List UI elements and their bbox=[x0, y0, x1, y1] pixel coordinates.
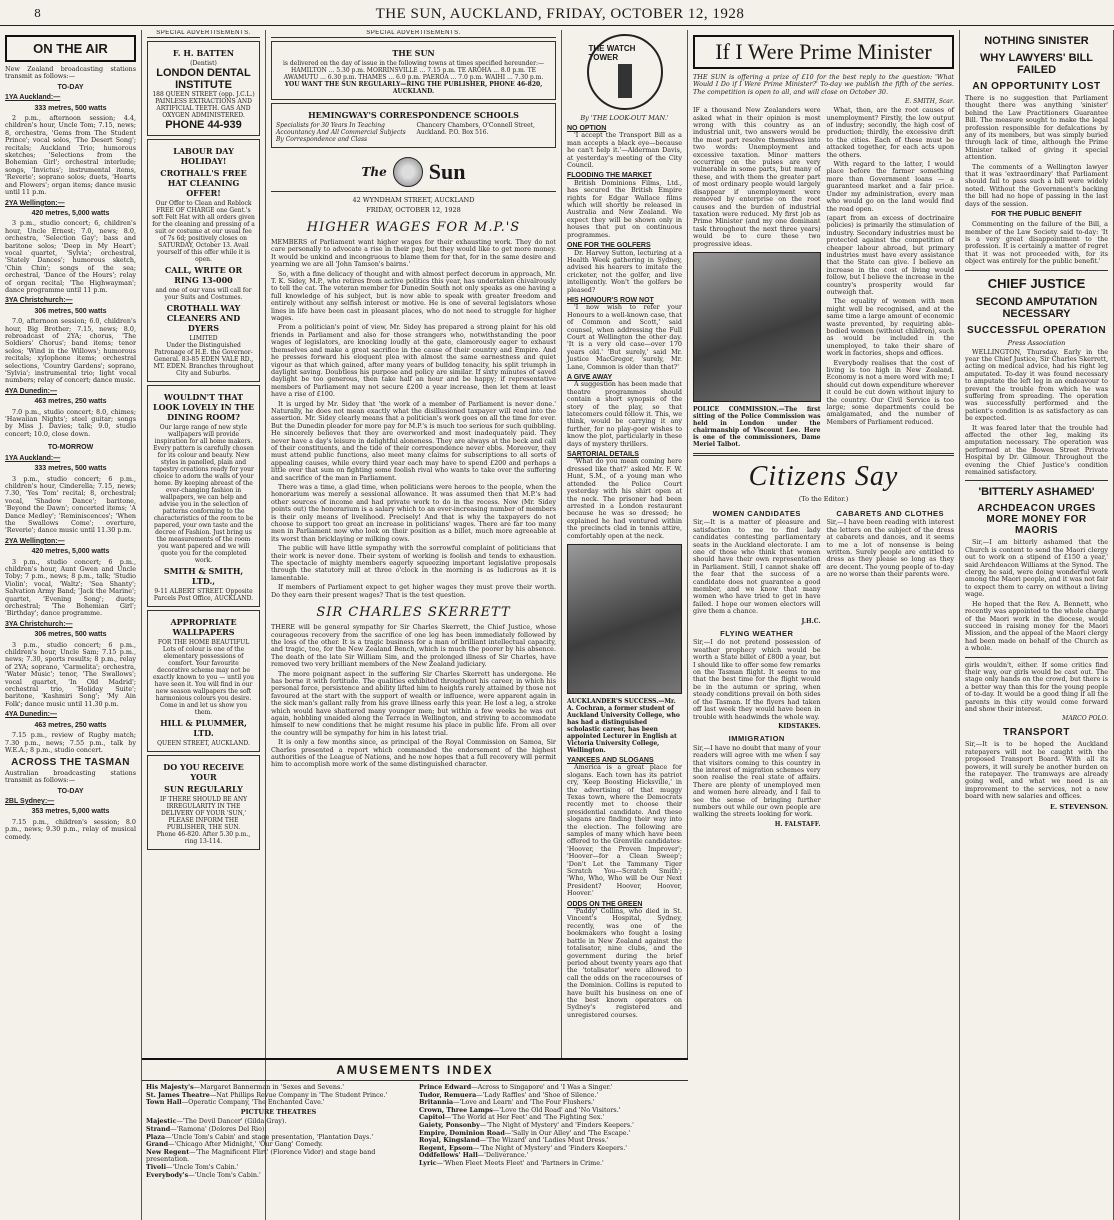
venue-bill: —'The World at Her Feet' and 'The Fighting Sex.' bbox=[444, 1113, 605, 1122]
venue-name: Gaiety, Ponsonby bbox=[419, 1120, 480, 1129]
editorial-paragraph: The public will have little sympathy with the sorrowful complaint of politicians that their work is never done. Their system of working is foolish and tends to exhaustion. The spectacle of mighty members eagerly squeezing important legislative proposals through the statutory mill at three o'clock in the morning is as ludicrous as it is lamentable. bbox=[271, 544, 556, 582]
amusement-entry bbox=[146, 1109, 411, 1117]
press-association: Press Association bbox=[1007, 338, 1066, 347]
venue-bill: —'The Wizard' and 'Ladies Must Dress.' bbox=[479, 1136, 609, 1145]
venue-bill: —'Ramona' (Dolores Del Rio). bbox=[170, 1124, 267, 1133]
letter-signature: MARCO POLO. bbox=[1062, 715, 1108, 723]
letter-signature: E. STEVENSON. bbox=[1049, 802, 1108, 811]
amusements-column bbox=[146, 1084, 411, 1179]
ad-name: HILL & PLUMMER, LTD. bbox=[160, 718, 247, 738]
venue-bill: —'Love the Old Road' and 'No Visitors.' bbox=[492, 1105, 621, 1114]
item-text: Dr. Harvey Sutton, lecturing at a Health Week gathering in Sydney, advised his hearers to imitate the cricketer, not the golfer, and live intelligently. Won't the golfers be pleased? bbox=[567, 248, 682, 294]
ad-name: F. H. BATTEN bbox=[172, 48, 235, 58]
today-heading: TO-DAY bbox=[57, 787, 84, 795]
watch-tower-byline: By 'THE LOOK-OUT MAN.' bbox=[580, 114, 669, 122]
today-heading: TO-DAY bbox=[57, 83, 84, 91]
station-power: 420 metres, 5,000 watts bbox=[31, 548, 110, 556]
ad-name: CROTHALL WAY CLEANERS AND DYERS bbox=[166, 303, 241, 333]
special-ads-label: SPECIAL ADVERTISEMENTS. bbox=[271, 30, 556, 38]
amusements-heading: AMUSEMENTS INDEX bbox=[142, 1060, 688, 1081]
ad-heading: APPROPRIATE WALLPAPERS bbox=[170, 617, 237, 637]
item-text: 'Paddy' Collins, who died in St. Vincent's Hospital, Sydney, recently, was one of the bookmakers who fought a losing battle in New Zealand against the totalisator, nine clubs, and the government during the brief period about twenty years ago that the 'totalisator' were allowed to call the odds on the racecourses of the Dominion. Collins is reputed to have built his business on one of the best known operators on Sydney's registered and unregistered courses. bbox=[567, 907, 682, 1019]
amusement-entry bbox=[146, 1099, 411, 1107]
venue-bill: —Across to Singapore' and 'I Was a Singer.' bbox=[471, 1083, 613, 1091]
venue-name: New Regent bbox=[146, 1147, 190, 1156]
news-subheading: FOR THE PUBLIC BENEFIT bbox=[991, 211, 1082, 219]
smith-ad bbox=[147, 385, 260, 607]
radio-intro: New Zealand broadcasting stations transmit as follows:— bbox=[5, 65, 136, 81]
on-the-air-heading: ON THE AIR bbox=[5, 35, 136, 62]
ad-line: INSTITUTE bbox=[175, 79, 232, 91]
photo-caption: POLICE COMMISSION.—The first sitting of the Police Commission was held in London under the chairmanship of Viscount Lee. Here is one of the commissioners, Dame Meriel Talbot. bbox=[693, 405, 821, 448]
editorial-heading: HIGHER WAGES FOR M.P.'S bbox=[306, 220, 521, 235]
letter-heading: CABARETS AND CLOTHES bbox=[836, 508, 945, 518]
column-ads bbox=[142, 30, 266, 1220]
ad-sub: FOR THE HOME BEAUTIFUL bbox=[157, 639, 250, 646]
venue-name: Everybody's bbox=[146, 1170, 189, 1179]
crothall-ad bbox=[147, 139, 260, 382]
editorial-date: FRIDAY, OCTOBER 12, 1928 bbox=[366, 206, 461, 214]
item-heading: NO OPTION bbox=[567, 125, 607, 132]
station-programme: 7.15 p.m., review of Rugby match; 7.30 p.m., news; 7.55 p.m., talk by W.E.A.; 8 p.m., studio concert. bbox=[5, 731, 136, 754]
station-power: 420 metres, 5,000 watts bbox=[31, 209, 110, 217]
box-want: YOU WANT THE SUN REGULARLY—RING THE PUBLISHER, PHONE 46-820, AUCKLAND. bbox=[284, 81, 543, 95]
venue-name: Strand bbox=[146, 1124, 171, 1133]
venue-name: PICTURE THEATRES bbox=[240, 1107, 317, 1116]
venue-name: His Majesty's bbox=[146, 1083, 194, 1091]
amusement-entry bbox=[419, 1160, 684, 1168]
box-text: is delivered on the day of issue in the following towns at times specified hereunder:— bbox=[283, 60, 544, 67]
ad-heading: CROTHALL'S FREE HAT CLEANING OFFER! bbox=[160, 168, 247, 198]
station-programme: 3 p.m., studio concert; 6 p.m., children's hour, Cinderella; 7.15, news; 7.30, 'Yes Tom' recital; 8, orchestral; vocal, 'Shadow Dance'; baritone, 'Beyond the Dawn'; concerted items; 'A Dance Medley'; 'Reminiscences'; 'When the Swallows Come'; overture, 'Reverie'; dance music until 11.30 p.m. bbox=[5, 474, 136, 535]
pm-paragraph: The equality of women with men might well be recognised, and at the same time a large amount of economic waste prevented, by requiring able-bodied women (without children), such as would be included in the unemployed, to take their share of work in factories, shops and offices. bbox=[826, 297, 954, 358]
item-heading: FLOODING THE MARKET bbox=[567, 172, 652, 180]
item-text: British Dominions Films, Ltd., has secured the British Empire rights for Edgar Wallace films which will shortly be released in Australia and New Zealand. We expect they will be shown only in houses that put on continuous programmes. bbox=[567, 178, 682, 239]
venue-bill: —Margaret Bannerman in 'Sexes and Sevens.' bbox=[193, 1083, 345, 1091]
venue-bill: —'The Night of Mystery' and 'Finders Keepers.' bbox=[479, 1120, 634, 1129]
ad-call: CALL, WRITE OR RING 13-000 bbox=[164, 265, 243, 285]
skerrett-heading: SIR CHARLES SKERRETT bbox=[316, 605, 511, 621]
venue-name: Royal, Kingsland bbox=[419, 1136, 480, 1145]
news-text: It was feared later that the trouble had affected the other leg, making its amputation necessary. The operation was performed at the Bowen Street Private Hospital by Dr. Gilmour. Throughout the evening the Chief Justice's condition remained satisfactory. bbox=[965, 423, 1108, 477]
item-text: 'I now wish to refer your Honours to a well-known case, that of Common and Scott,' said counsel, when addressing the Full Court at Wellington the other day. 'It is a very old case—over 170 years old.' 'But surely,' said Mr. Justice MacGregor, 'surely, Mr. Lane, Common is older than that?' bbox=[567, 303, 682, 371]
ad-heading: WOULDN'T THAT LOOK LOVELY IN THE DINING ROOM? bbox=[152, 392, 255, 422]
station-name: 4YA Dunedin:— bbox=[5, 387, 57, 395]
station-name: 2YA Wellington:— bbox=[5, 199, 65, 207]
amusement-entry bbox=[146, 1149, 411, 1164]
ad-address: Chancery Chambers, O'Connell Street, Auckland. P.O. Box 516. bbox=[416, 122, 535, 136]
editorial-paragraph: So, with a fine delicacy of thought and with almost perfect decorum in approach, Mr. T. K. Sidey, M.P., who retires from active politics this year, has undertaken chivalrously to tell the cat. The veteran member for Dunedin South not only speaks as one having a full knowledge of his subject, but is now able to speak with greater freedom and entirely without any selfish interest or motive. He is one of several legislators whose lines in life have been cast in pleasant places, who do not need to struggle for higher wages. bbox=[271, 269, 556, 323]
box-towns: HAMILTON ... 5.30 p.m. MORRINSVILLE ... 7.15 p.m. TE AROHA ... 8.0 p.m. TE AWAMUTU ... 6.30 p.m. THAMES ... 6.0 p.m. PAEROA ... 7.0 p.m. WAIHI ... 7.30 p.m. bbox=[283, 67, 544, 81]
news-heading: SECOND AMPUTATION NECESSARY bbox=[975, 295, 1098, 320]
amusements-index bbox=[142, 1058, 688, 1182]
venue-bill: —'Sally in Our Alley' and 'The Escape.' bbox=[504, 1128, 631, 1137]
station-power: 463 metres, 250 watts bbox=[34, 398, 107, 406]
letter-heading: IMMIGRATION bbox=[728, 734, 785, 744]
venue-name: Empire, Dominion Road bbox=[419, 1128, 505, 1137]
item-heading: HIS HONOUR'S ROW NOT bbox=[567, 296, 654, 304]
item-text: 'I accept the Transport Bill as a man accepts a black eye—because he can't help it.'—Alderman Davis, at yesterday's meeting of the City Council. bbox=[567, 131, 682, 170]
ad-name: SMITH & SMITH, LTD., bbox=[163, 566, 244, 586]
station-name: 1YA Auckland:— bbox=[5, 454, 61, 462]
venue-name: Tivoli bbox=[146, 1162, 167, 1171]
station-power: 353 metres, 5,000 watts bbox=[31, 808, 110, 816]
coat-of-arms-icon bbox=[393, 157, 423, 187]
ad-text: Our large range of new style wallpapers will provide inspiration for all home makers. Every pattern is carefully chosen for its colour and beauty. New styles in panelled, plain and tapestry creations ready for your choice to adorn the walls of your home. By keeping abreast of the ever-changing fashion in wallpapers, we can help and advise you in the selection of patterns conforming to the characteristics of the room to be papered, your own taste and the decree of Fashion. Just bring us the measurements of the room you want papered and we will quote you for the completed work. bbox=[153, 424, 254, 564]
venue-bill: —'Uncle Tom's Cabin' and stage presentation, 'Plantation Days.' bbox=[165, 1132, 374, 1141]
editorial-paragraph: From a politician's point of view, Mr. Sidey has prepared a strong plaint for his old friends in Parliament and also for those strangers who, notwithstanding the poor wages of legislators, are knocking loudly at the gate, clamorously eager to exhaust themselves and make a great sacrifice in the cause of their country and Empire. And he presses forward his eloquent plea with almost the same earnestness and quiet vigour as that which gained, after many years of bulldog tenacity, his split triumph in daylight saving. Doubtless his purpose and policy are similar. If sixty minutes of saved daylight be too generous, then take half an hour and be happy; if representative members of Parliament may not secure £200 a year increase, then let them at least have a rise of £100. bbox=[271, 323, 556, 399]
news-heading: 'BITTERLY ASHAMED' bbox=[978, 486, 1095, 499]
venue-name: Crown, Three Lamps bbox=[419, 1105, 493, 1114]
item-heading: YANKEES AND SLOGANS bbox=[567, 756, 654, 764]
letter-signature: J.H.C. bbox=[801, 617, 821, 625]
venue-name: Plaza bbox=[146, 1132, 166, 1141]
venue-bill: —'The Night of Mystery' and 'Finders Keepers.' bbox=[472, 1143, 627, 1152]
letter-signature: KIDSTAKES. bbox=[778, 722, 821, 730]
item-text: 'What do you mean coming here dressed like that?' asked Mr. F. W. Hunt, S.M., of a young man who attended the Police Court yesterday with his shirt open at the neck. The prisoner had been arrested in a London restaurant because he was so dressed; he explained he had ventured within the precincts clad in tennis attire, comfortably open at the neck. bbox=[567, 457, 682, 540]
ad-phone: Phone 46-820. After 5.30 p.m., ring 13-114. bbox=[156, 831, 251, 845]
item-text: America is a great place for slogans. Each town has its patriot cry, 'Keep Boosting Hicksville,' in the advertising of that muggy Texas town, where the Democrats recently met to choose their presidential candidate. And these slogans are finding their way into the election. The following are samples of many which have been offered to the Grenville candidates: 'Hoover, the Proven Improver'; 'Hoover—for a Clean Sweep'; 'Don't Let the Tammany Tiger Scratch You—Scratch Smith'; 'Who, Who, Who will be Our Next President? Hoover, Hoover, Hoover.' bbox=[567, 763, 683, 898]
station-programme: 2 p.m., afternoon session; 4.4, children's hour, Uncle Tom; 7.15, news; 8, orchestra, 'Gems from The Student Prince'; vocal solos, 'The Desert Song'; recitals; Auckland Trio; humorous sketches; 'Selections from the Bohemian Girl'; orchestral interlude; songs, 'Invictus'; instrumental items, 'Reverie'; soprano solos; duets, 'Hearts and Flowers'; organ items; dance music until 11 p.m. bbox=[5, 114, 136, 197]
logo-the: The bbox=[361, 164, 387, 179]
venue-bill: —'Uncle Tom's Cabin.' bbox=[166, 1162, 239, 1171]
letter-heading: WOMEN CANDIDATES bbox=[712, 508, 801, 518]
venue-name: Prince Edward bbox=[419, 1083, 472, 1091]
column-news bbox=[960, 30, 1114, 1220]
prime-minister-heading: If I Were Prime Minister bbox=[693, 35, 954, 69]
station-programme: 3 p.m., studio concert; 6 p.m., children's hour, Uncle Sam; 7.15 p.m., news; 7.30, sports results; 8 p.m., relay of 2YA; soprano, 'Carmelita'; orchestra, 'Water Music'; tenor, 'The Swallows'; vocal quartet, 'In Old Madrid'; orchestral trio, 'Holiday Suite'; baritone, 'Kashmiri Song'; 'My Ain Folk'; dance music until 11.30 p.m. bbox=[5, 640, 136, 708]
news-text: There is no suggestion that Parliament thought there was anything 'sinister' behind the Law Practitioners Guarantee Bill. The measure sought to make the legal profession responsible for defalcations by any of its members, but was simply buried through lack of time, although the Prime Minister talked of giving it special attention. bbox=[965, 94, 1108, 162]
news-subheading: ARCHDEACON URGES MORE MONEY FOR MAORIS bbox=[977, 503, 1096, 537]
item-text: A suggestion has been made that theatre programmes should contain a short synopsis of the story of the play, so that latecomers could follow it. This, we think, would be carrying it any further, for no play-goer wishes to know the plot, particularly in these days of mystery thrillers. bbox=[567, 380, 682, 448]
ad-address: Under the Distinguished Patronage of H.E. the Governor-General. 83-85 EDEN VALE RD., MT. EDEN. Branches throughout City and Suburbs. bbox=[153, 342, 254, 377]
editorial-paragraph: It is urged by Mr. Sidey that 'the work of a member of Parliament is never done.' Naturally, he does not mean exactly what the disillusioned taxpayer will read into the assertion. Mr. Sidey clearly means that a politician's work goes on all the time for ever. But the Dunedin pleader for more pay for M.P.'s is much too serious for such quibbling. He sincerely believes that they are overworked and most inadequately paid. They never have a day's leisure in delightful aloneness. They are always at the beck and call of their constituents, and the tide of their correspondence never ebbs. Moreover, they must attend public functions, also meet many claims for subscriptions to all sorts of appealing causes, while every third year each may have to spend £200 and perhaps a little over that sum on fighting some foolish rival who wants to take over the suffering and sacrifice of the man in Parliament. bbox=[271, 399, 556, 482]
amusements-column bbox=[419, 1084, 684, 1179]
station-name: 2BL Sydney:— bbox=[5, 797, 55, 805]
ad-sub: LIMITED bbox=[189, 335, 218, 342]
letter-text: Sir,—I have no doubt that many of your readers will agree with me when I say that visitors coming to this country in the interest of migration schemes very soon realise the real state of affairs. There are plenty of unemployed men and women here already, and I fail to see the sense of bringing further numbers out while our own people are walking the streets looking for work. bbox=[693, 743, 821, 819]
ad-text: Specialists for 30 Years In Teaching Accountancy And All Commercial Subjects By Correspondence and Class bbox=[276, 122, 406, 143]
venue-name: Oddfellows' Hall bbox=[419, 1151, 478, 1160]
ad-phone: PHONE 44-939 bbox=[165, 119, 242, 131]
tomorrow-heading: TO-MORROW bbox=[47, 444, 94, 452]
pm-intro: THE SUN is offering a prize of £10 for the best reply to the question: 'What Would I Do if I Were Prime Minister?' To-day we publish the fifth of the series. The competition is open to all, and will close on October 30. bbox=[693, 73, 954, 96]
station-power: 463 metres, 250 watts bbox=[34, 721, 107, 729]
ad-text: IF THERE SHOULD BE ANY IRREGULARITY IN THE DELIVERY OF YOUR 'SUN,' PLEASE INFORM THE PUBLISHER, THE SUN. bbox=[159, 796, 248, 831]
station-programme: 3 p.m., studio concert; 6 p.m., children's hour, Aunt Gwen and Uncle Toby; 7 p.m., news; 8 p.m., talk; 'Studio Violin'; vocal, 'Waltz'; 'Sea Shanty'; Salvation Army Band; 'Jack the Marine'; quartet, 'Evening Song'; duets; orchestral; 'The Bohemian Girl'; 'Birthday'; dance programme. bbox=[5, 557, 136, 618]
ad-heading: HEMINGWAY'S CORRESPONDENCE SCHOOLS bbox=[308, 110, 519, 120]
dental-ad bbox=[147, 41, 260, 136]
editorial-paragraph: If members of Parliament expect to get higher wages they must prove their worth. Do they earn their present wages? That is the test question. bbox=[271, 583, 556, 599]
venue-bill: —'Deliverance.' bbox=[477, 1151, 529, 1160]
editorial-paragraph: The more poignant aspect in the suffering Sir Charles Skerrett has undergone. He has borne it with fortitude. The qualities exhibited throughout his career, in which his personal force, persistence and ability lifted him to heights rarely attained by those not favoured at the start with the support of wealth or influence, were apparent again in the sick man's gallant rally from his grave illness early this year. He lost a leg, a stroke which would have shattered many younger men; but within a few weeks he was out again, hobbling unaided along the Terrace in Wellington, and striving to accommodate himself to new conditions that he might resume his place in public life. From all over the country will be sympathy for him in his latest trial. bbox=[271, 669, 556, 737]
news-heading: WHY LAWYERS' BILL FAILED bbox=[979, 52, 1094, 76]
sun-delivery-box bbox=[271, 41, 556, 100]
tasman-intro: Australian broadcasting stations transmit as follows:— bbox=[5, 768, 136, 785]
venue-bill: —'Chicago After Midnight,' 'Our Gang' Comedy. bbox=[168, 1140, 323, 1149]
hill-plummer-ad bbox=[147, 610, 260, 752]
tasman-heading: ACROSS THE TASMAN bbox=[11, 757, 130, 769]
venue-bill: —Operatic Company, 'The Enchanted Cave.' bbox=[181, 1098, 325, 1107]
station-power: 333 metres, 500 watts bbox=[34, 465, 107, 473]
station-name: 1YA Auckland:— bbox=[5, 94, 61, 102]
item-heading: A GIVE AWAY bbox=[567, 374, 613, 381]
station-name: 3YA Christchurch:— bbox=[5, 620, 73, 628]
masthead bbox=[0, 0, 1114, 26]
venue-name: Britannia bbox=[419, 1098, 454, 1107]
venue-bill: —'Lady Raffles' and 'Shoe of Silence.' bbox=[476, 1090, 599, 1099]
tower-icon bbox=[618, 64, 632, 98]
news-text: WELLINGTON, Thursday. Early in the year the Chief Justice, Sir Charles Skerrett, acting on medical advice, had his right leg amputated. To-day it was found necessary to amputate the left leg in an endeavour to prevent the trouble from which he was suffering from spreading. The operation was successfully performed and the patient's condition is as satisfactory as can be expected. bbox=[965, 347, 1108, 423]
item-heading: SARTORIAL DETAILS bbox=[567, 451, 639, 459]
pm-paragraph: Everybody realises that the cost of living is too high in New Zealand. Economy is not a mere word with me; I should cut down expenditure wherever it could be cut down without injury to the country. Our Civil Service is too large; some departments could be amalgamated, and the number of Members of Parliament reduced. bbox=[826, 358, 955, 426]
pm-paragraph: (apart from an excess of doctrinaire policies) is primarily the stimulation of industry. Secondary industries must be protected against the competition of cheaper labour abroad, but primary industries must have every assistance that the State can give. I believe an increase in the cost of living would follow, but I believe the increase in the country's prosperity would far outweigh that. bbox=[826, 213, 954, 296]
venue-bill: —'Love and Learn' and 'The Four Flushers.' bbox=[453, 1098, 595, 1107]
letter-signature: H. FALSTAFF. bbox=[774, 820, 821, 828]
ad-address: 9-11 ALBERT STREET. Opposite Parcels Post Office, AUCKLAND. bbox=[153, 588, 254, 602]
pm-paragraph: IF a thousand New Zealanders were asked what in their opinion is most wrong with this country as an industrial unit, two answers would be the most part resolve themselves into two words: Unemployment and excessive taxation. Minor matters occurring on the pulses are very vulnerable in some parts, but many of these, and with them the greater part of most ordinary people would largely disappear if unemployment were removed by enterprise on the root causes and the burden of industrial taxation were reduced. My first job as Prime Minister (and my one dominant task throughout the next three years) would be to cure these two progressive ideas. bbox=[693, 106, 821, 248]
editorial-paragraph: THERE will be general sympathy for Sir Charles Skerrett, the Chief Justice, whose courageous recovery from the sacrifice of one leg has been immediately followed by the loss of the other. It is a tragic business for a man of brilliant intellectual capacity, and tragic, too, for the New Zealand Bench, which is much the poorer by his absence. The death of the late Sir William Sim, and the prolonged illness of Sir Charles, have removed two very brilliant members of the New Zealand judiciary. bbox=[271, 623, 556, 669]
column-prime-minister bbox=[688, 30, 960, 1220]
ad-text: Our Offer to Clean and Reblock FREE OF CHARGE one Gent.'s soft Felt Hat with all orders given for the cleaning and pressing of a suit or costume at our usual fee of 7s 6d; positively closes on SATURDAY, October 13. Avail yourself of this offer while it is open. bbox=[152, 200, 255, 263]
news-subheading: AN OPPORTUNITY LOST bbox=[972, 81, 1101, 92]
pm-paragraph: What, then, are the root causes of unemployment? Firstly, the low output of industry; secondly, the high cost of production; thirdly, the excessive drift to the cities. Each of these must be attacked together, for each acts upon the others. bbox=[826, 106, 954, 159]
logo-address: 42 WYNDHAM STREET, AUCKLAND bbox=[352, 196, 475, 204]
letter-text: Sir,—It is a matter of pleasure and satisfaction to me to find lady candidates contesting parliamentary seats in the Auckland electorate. I am one of those who think that women should have their own representation in Parliament. Still, I cannot shake off the fear that the success of a candidate does not guarantee a good member, and we know that many women who have tried to get in have failed. I hope our women electors will give them a chance. bbox=[693, 518, 821, 616]
station-programme: 3 p.m., studio concert; 6, children's hour, Uncle Ernest; 7.0, news; 8.0, orchestra, 'Selection Gay'; bass and baritone solos; 'Deep in My Heart'; vocal quartet, 'Sylvia'; orchestral, 'Stately Dances'; humorous sketch, 'Chin Chin'; songs of the sea; orchestral, 'Dance of the Hours'; relay of organ recital; 'The Highwayman'; dance programme until 11 p.m. bbox=[5, 219, 136, 294]
station-name: 4YA Dunedin:— bbox=[5, 711, 57, 719]
venue-name: Regent, Epsom bbox=[419, 1143, 473, 1152]
column-editorial bbox=[266, 30, 562, 1058]
ad-heading: DO YOU RECEIVE YOUR bbox=[163, 762, 244, 782]
venue-name: Majestic bbox=[146, 1117, 177, 1126]
venue-name: Capitol bbox=[419, 1113, 445, 1122]
box-title: THE SUN bbox=[392, 48, 435, 58]
news-text: girls wouldn't, either. If some critics find their way, our girls would be cast out. The stage only hands on the crowd, but there is a better way than this for the young people of to-day. It would be a good thing if all the parents in this city would come forward and show their interest. bbox=[965, 660, 1108, 713]
station-name: 3YA Christchurch:— bbox=[5, 297, 73, 305]
column-watch-tower bbox=[562, 30, 688, 1058]
editorial-paragraph: There was a time, a glad time, when politicians were heroes to the people, when the honorarium was merely a sessional allowance. It was assumed then that M.P.'s had other sources of income and had private work to do in the recess. Now (Mr. Sidey points out) the honorarium is a salary which to an ever-increasing number of members is their only means of livelihood. Precisely! And that is why the taxpayers do not choose to support too great an increase in politicians' wages. There are far too many men in Parliament now who look on their position as a billet, much more agreeable at its worst than bricklaying or milking cows. bbox=[271, 483, 556, 543]
editorial-paragraph: It is only a few months since, as principal of the Royal Commission on Samoa, Sir Charles presented a report which commanded the endorsement of the highest authorities of the League of Nations, and he now hopes that a full recovery will permit him to accomplish more work of the same distinguished character. bbox=[271, 738, 556, 769]
ad-text: and one of our vans will call for your Suits and Costumes. bbox=[155, 287, 252, 301]
ad-line: LONDON DENTAL bbox=[156, 67, 251, 79]
station-name: 2YA Wellington:— bbox=[5, 537, 65, 545]
watch-tower-logo bbox=[567, 30, 682, 114]
ad-heading: SUN REGULARLY bbox=[164, 784, 243, 794]
page-number: 8 bbox=[34, 7, 41, 20]
citizens-say-sub: (To the Editor.) bbox=[798, 494, 849, 503]
letter-text: Sir,—I do not pretend possession of weather prophecy which would be worth a State billet of £800 a year, but I should like to offer some few remarks on the Tasman flight. It seems to me that the best time for the flight would be in the autumn or spring, when steady conditions prevail on both sides of the Tasman. If the flyers had taken off last week they would have been in trouble with headwinds the whole way. bbox=[693, 638, 821, 721]
venue-bill: —'When Fleet Meets Fleet' and 'Partners in Crime.' bbox=[436, 1158, 604, 1167]
news-heading: CHIEF JUSTICE bbox=[987, 275, 1086, 291]
delivery-ad bbox=[147, 755, 260, 850]
news-subheading: TRANSPORT bbox=[1003, 727, 1070, 739]
hemingway-ad bbox=[271, 103, 556, 148]
venue-bill: —'Uncle Tom's Cabin.' bbox=[188, 1170, 261, 1179]
item-heading: ODDS ON THE GREEN bbox=[567, 900, 643, 908]
sun-logo bbox=[271, 152, 556, 192]
editorial-paragraph: MEMBERS of Parliament want higher wages for their exhausting work. They do not care personally to advocate a rise in their pay, but they would like to get more money. It would be unkind and incongruous to blame them for that, for in the same desire and yearning we are all 'John Tamson's bairns.' bbox=[271, 238, 556, 269]
news-text: He hoped that the Rev. A. Bennett, who recently was appointed to the whole charge of the Maori work in the diocese, would succeed in raising money for the Maori Mission, and the appeal of the Maori clergy had been made on behalf of the Church as a whole. bbox=[965, 599, 1108, 653]
news-text: The comments of a Wellington lawyer that it was 'extraordinary' that Parliament should fail to pass such a bill were widely noted. Without the Government's backing the bill had no hope of passing in the last days of the session. bbox=[965, 162, 1108, 208]
citizens-say-heading: Citizens Say bbox=[748, 460, 899, 492]
portrait-photo bbox=[567, 544, 682, 694]
item-heading: ONE FOR THE GOLFERS bbox=[567, 242, 651, 250]
station-programme: 7.0, afternoon session; 6.0, children's hour, Big Brother; 7.15, news; 8.0, rebroadcast of 2YA; chorus, 'The Soldiers' Chorus'; band items; tenor solos; 'Wind in the Willows'; humorous recitals; xylophone items; orchestral selections, 'Country Gardens'; soprano, 'Sylvia'; instrumental trio; light vocal numbers; relay of concert; dance music. bbox=[5, 317, 136, 385]
venue-bill: —'The Devil Dancer' (Gilda Gray). bbox=[176, 1117, 287, 1126]
venue-name: Grand bbox=[146, 1140, 169, 1149]
ad-text: Lots of colour is one of the elementary possessions of comfort. Your favourite decorative scheme may not be exactly known to you — until you have seen it. You will find in our new season wallpapers the soft harmonious colours you desire. Come in and let us show you them. bbox=[153, 646, 254, 716]
watch-tower-title: THE WATCH TOWER bbox=[588, 44, 636, 62]
letter-heading: FLYING WEATHER bbox=[720, 629, 794, 639]
pm-paragraph: With regard to the latter, I would place before the farmer something more than Government loans — a guaranteed market and a fair price. Under my administration, every man who would go on the land would find the road open. bbox=[826, 160, 954, 213]
ad-sub: (Dentist) bbox=[190, 60, 217, 67]
news-text: Commenting on the failure of the Bill, a member of the Law Society said to-day: 'It is a very great disappointment to the profession. It is certainly a matter of regret that it was not proceeded with, for its object was entirely for the public benefit.' bbox=[965, 220, 1108, 266]
ad-address: 188 QUEEN STREET (opp. J.C.L.) PAINLESS EXTRACTIONS AND ARTIFICIAL TEETH. GAS AND OXYGEN ADMINISTERED. bbox=[152, 91, 255, 119]
station-programme: 7.0 p.m., studio concert; 8.0, chimes; 'Hawaiian Nights'; steel guitar; songs by Miss J. Davies; talk; 9.0, studio concert; 10.0, close down. bbox=[5, 407, 136, 438]
letter-text: Sir,—I have been reading with interest the letters on the subject of the dress at cabarets and dances, and it seems to me a lot of nonsense is being written. Surely people are entitled to dress as they please so long as they are decent. The young people of to-day are no worse than their parents were. bbox=[826, 518, 954, 579]
venue-name: Tudor, Remuera bbox=[419, 1090, 477, 1099]
news-text: Sir,—It is to be hoped the Auckland ratepayers will not be caught with the proposed Transport Board. With all its powers, it will surely be another burden on the ratepayer. The tramways are already going well, and what we need is an improvement to the services, not a new board with new salaries and offices. bbox=[965, 740, 1108, 801]
venue-name: Town Hall bbox=[146, 1098, 182, 1107]
masthead-title: THE SUN, AUCKLAND, FRIDAY, OCTOBER 12, 1928 bbox=[375, 6, 745, 22]
news-subheading: SUCCESSFUL OPERATION bbox=[966, 324, 1107, 336]
special-ads-label: SPECIAL ADVERTISEMENTS. bbox=[147, 30, 260, 38]
venue-name: Lyric bbox=[419, 1158, 437, 1167]
news-text: Sir,—I am bitterly ashamed that the Church is content to send the Maori clergy out to work on a stipend of £150 a year,' said Archdeacon Williams at the Synod. The clergy, he said, were doing wonderful work among the Maori people, and it was not fair to expect them to carry on without a living wage. bbox=[965, 538, 1108, 599]
venue-bill: —'The Magnificent Flirt' (Florence Vidor) and stage band presentation. bbox=[146, 1147, 376, 1164]
ad-heading: LABOUR DAY HOLIDAY! bbox=[173, 146, 234, 166]
portrait-photo bbox=[693, 252, 821, 402]
station-power: 333 metres, 500 watts bbox=[34, 104, 107, 112]
station-programme: 7.15 p.m., children's session; 8.0 p.m., news; 9.30 p.m., relay of musical comedy. bbox=[5, 817, 136, 841]
ad-address: QUEEN STREET, AUCKLAND. bbox=[157, 740, 250, 747]
photo-caption: AUCKLANDER'S SUCCESS.—Mr. A. Cochran, a former student of Auckland University College, who has had a distinguished scholastic career, has been appointed Lecturer in English at Victoria University College, Wellington. bbox=[567, 697, 680, 754]
venue-bill: —Nat Phillips Revue Company in 'The Student Prince.' bbox=[209, 1090, 388, 1099]
pm-author: E. SMITH, Scar. bbox=[904, 98, 954, 106]
amusement-entry bbox=[146, 1172, 411, 1180]
logo-sun: Sun bbox=[428, 158, 466, 184]
station-power: 306 metres, 500 watts bbox=[34, 307, 107, 315]
news-heading: NOTHING SINISTER bbox=[984, 35, 1089, 47]
station-power: 306 metres, 500 watts bbox=[34, 631, 107, 639]
column-radio bbox=[0, 30, 142, 1220]
venue-name: St. James Theatre bbox=[146, 1090, 210, 1099]
